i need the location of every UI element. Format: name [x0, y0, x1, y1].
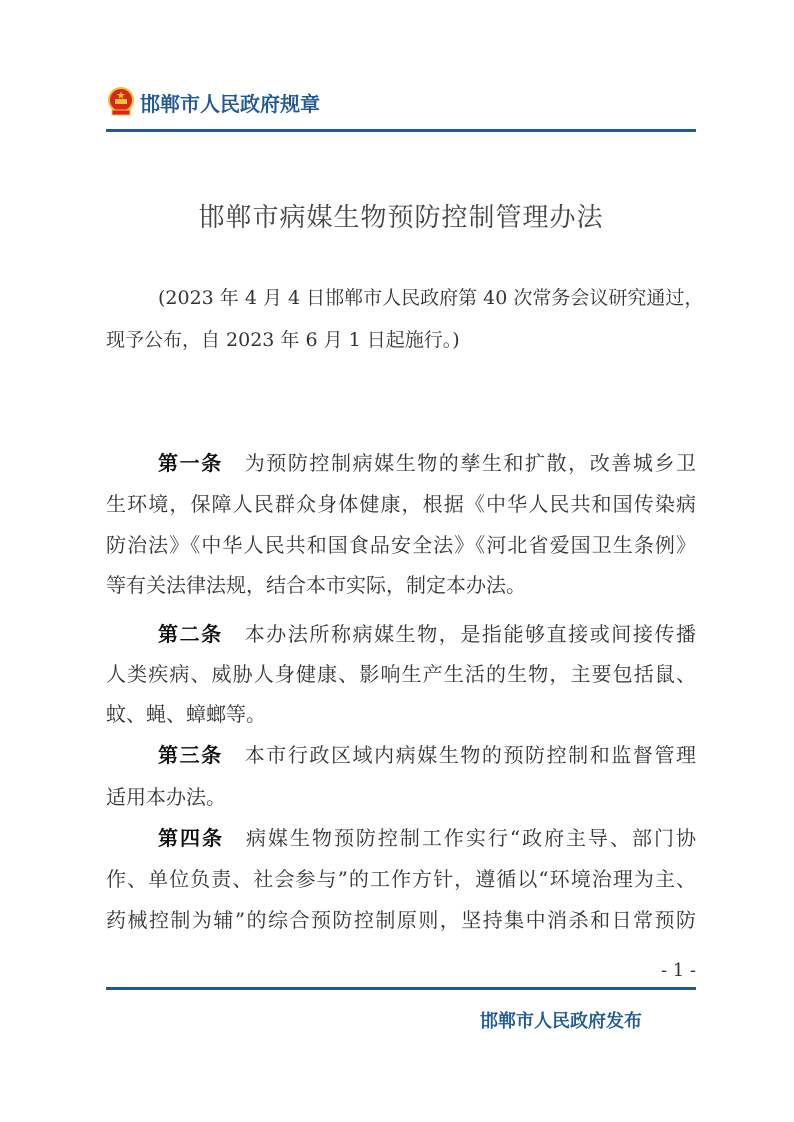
- publisher: 邯郸市人民政府发布: [480, 1011, 642, 1032]
- header-divider: [106, 129, 696, 132]
- adoption-note-line-2: 现予公布，自 2023 年 6 月 1 日起施行。): [106, 329, 460, 351]
- header-title: 邯郸市人民政府规章: [140, 92, 320, 116]
- article-2-line-3: 蚊、蝇、蟑螂等。: [106, 702, 266, 726]
- article-4-line-2: 作、单位负责、社会参与”的工作方针，遵循以“环境治理为主、: [106, 867, 696, 891]
- article-3-line-1: [158, 743, 696, 767]
- article-1-line-3: 防治法》《中华人民共和国食品安全法》《河北省爱国卫生条例》: [106, 533, 696, 557]
- document-title: 邯郸市病媒生物预防控制管理办法: [198, 203, 604, 233]
- article-text: 本办法所称病媒生物，是指能够直接或间接传播: [244, 622, 697, 646]
- article-1-line-4: 等有关法律法规，结合本市实际，制定本办法。: [106, 573, 526, 597]
- page-number: - 1 -: [660, 960, 696, 981]
- article-1-line-2: 生环境，保障人民群众身体健康，根据《中华人民共和国传染病: [106, 492, 696, 516]
- article-2-line-1: [158, 622, 696, 646]
- article-1-line-1: [158, 451, 696, 475]
- article-3-line-2: 适用本办法。: [106, 785, 226, 809]
- article-label: 第二条: [158, 622, 223, 646]
- article-text: 为预防控制病媒生物的孳生和扩散，改善城乡卫: [244, 451, 697, 475]
- article-label: 第四条: [158, 826, 224, 850]
- article-label: 第三条: [158, 743, 223, 767]
- article-4-line-1: [158, 826, 696, 850]
- article-text: 病媒生物预防控制工作实行“政府主导、部门协: [245, 826, 697, 850]
- footer-divider: [106, 987, 696, 990]
- article-label: 第一条: [158, 451, 223, 475]
- article-4-line-3: 药械控制为辅”的综合预防控制原则，坚持集中消杀和日常预防: [106, 908, 696, 932]
- article-2-line-2: 人类疾病、威胁人身健康、影响生产生活的生物，主要包括鼠、: [106, 662, 696, 686]
- national-emblem-icon: [108, 87, 134, 116]
- article-text: 本市行政区域内病媒生物的预防控制和监督管理: [244, 743, 697, 767]
- adoption-note-line-1: (2023 年 4 月 4 日邯郸市人民政府第 40 次常务会议研究通过，: [158, 287, 704, 309]
